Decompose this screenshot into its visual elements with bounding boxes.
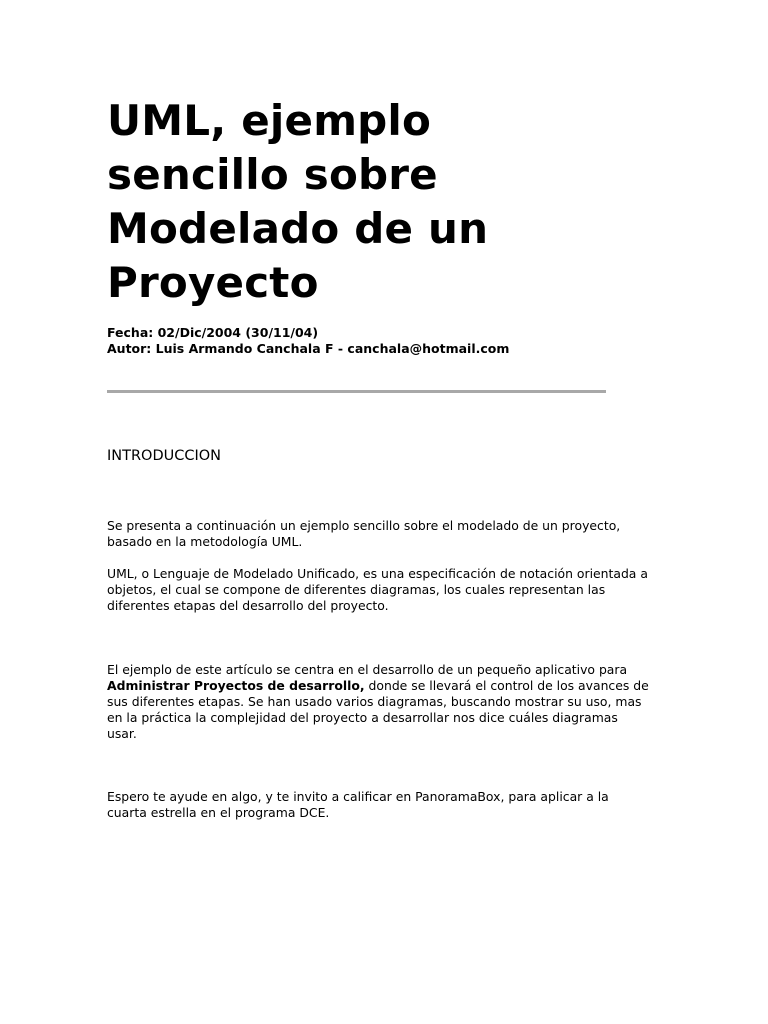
paragraph-line: objetos, el cual se compone de diferentes diagramas, los cuales representan las <box>107 582 606 597</box>
document-meta <box>107 325 509 357</box>
paragraph-line: sus diferentes etapas. Se han usado varios diagramas, buscando mostrar su uso, mas <box>107 694 642 709</box>
paragraph-line: Se presenta a continuación un ejemplo sencillo sobre el modelado de un proyecto, <box>107 518 621 533</box>
paragraph-line: basado en la metodología UML. <box>107 534 303 549</box>
paragraph-uml-definition <box>107 566 667 614</box>
paragraph-closing <box>107 789 667 821</box>
title-line: sencillo sobre <box>107 150 438 199</box>
paragraph-line: usar. <box>107 726 137 741</box>
date-line: Fecha: 02/Dic/2004 (30/11/04) <box>107 325 319 340</box>
paragraph-line: UML, o Lenguaje de Modelado Unificado, es una especificación de notación orientada a <box>107 566 648 581</box>
title-line: UML, ejemplo <box>107 96 432 145</box>
horizontal-divider <box>107 390 606 393</box>
paragraph-line: Espero te ayude en algo, y te invito a calificar en PanoramaBox, para aplicar a la <box>107 789 609 804</box>
author-line: Autor: Luis Armando Canchala F - canchala@hotmail.com <box>107 341 510 356</box>
bold-phrase: Administrar Proyectos de desarrollo, <box>107 678 365 693</box>
document-title <box>107 94 627 310</box>
section-heading: INTRODUCCION <box>107 448 222 464</box>
paragraph-line: donde se llevará el control de los avances de <box>364 678 649 693</box>
paragraph-line: cuarta estrella en el programa DCE. <box>107 805 330 820</box>
paragraph-example <box>107 662 667 742</box>
title-line: Proyecto <box>107 258 319 307</box>
paragraph-line: El ejemplo de este artículo se centra en el desarrollo de un pequeño aplicativo para <box>107 662 628 677</box>
paragraph-line: diferentes etapas del desarrollo del proyecto. <box>107 598 389 613</box>
title-line: Modelado de un <box>107 204 489 253</box>
paragraph-intro <box>107 518 667 550</box>
paragraph-line: en la práctica la complejidad del proyecto a desarrollar nos dice cuáles diagramas <box>107 710 618 725</box>
